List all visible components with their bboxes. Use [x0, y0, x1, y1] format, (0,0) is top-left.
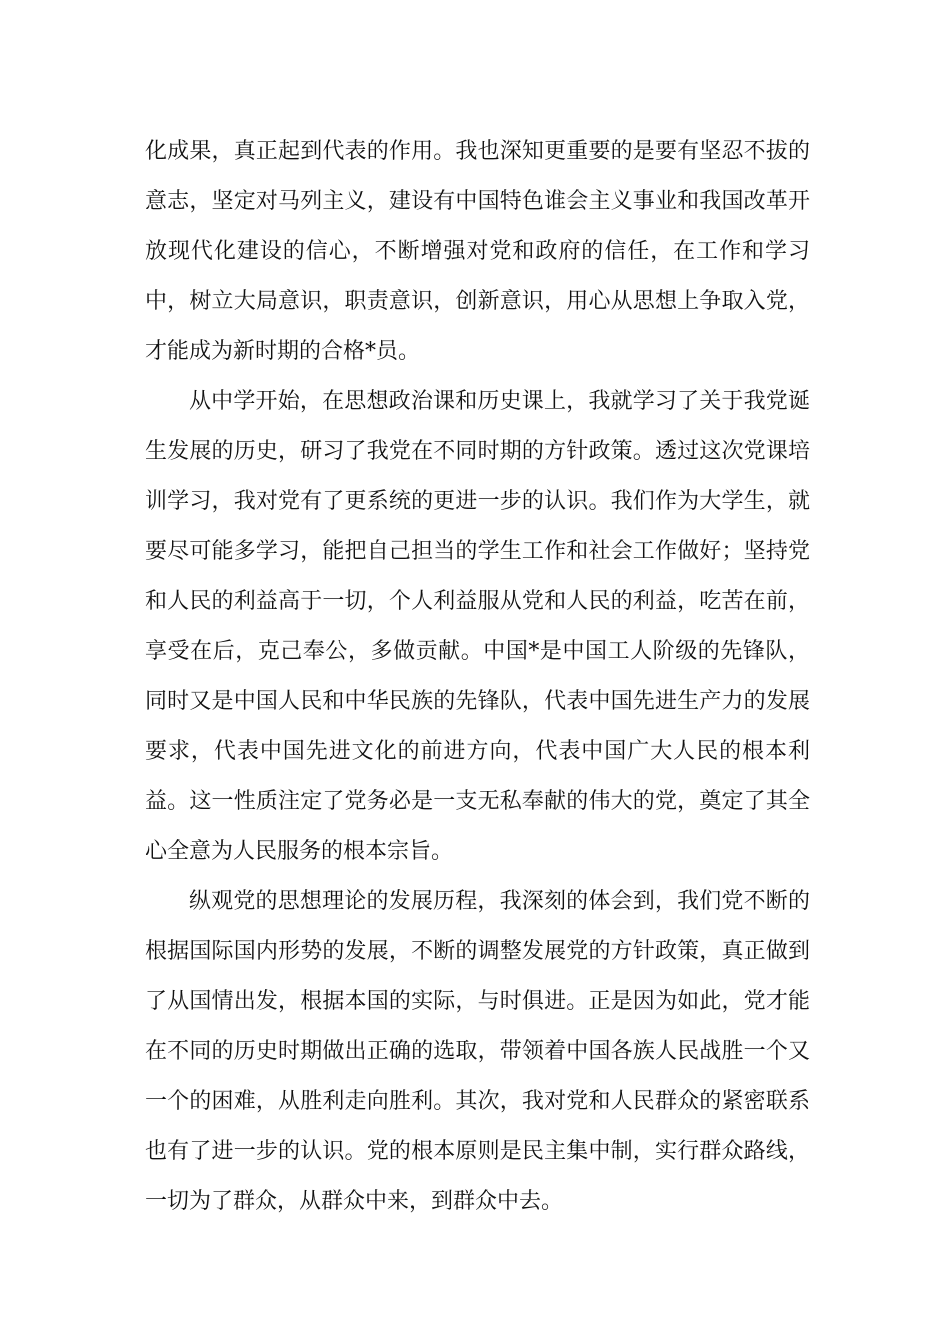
paragraph-1: 化成果，真正起到代表的作用。我也深知更重要的是要有坚忍不拔的意志，坚定对马列主义，建设有中国特色谁会主义事业和我国改革开放现代化建设的信心，不断增强对党和政府的信任，在工作和学习中，树立大局意识，职责意识，创新意识，用心从思想上争取入党，才能成为新时期的合格*员。 — [145, 139, 810, 364]
document-page — [145, 127, 810, 1227]
paragraph-3: 纵观党的思想理论的发展历程，我深刻的体会到，我们党不断的根据国际国内形势的发展，不断的调整发展党的方针政策，真正做到了从国情出发，根据本国的实际，与时俱进。正是因为如此，党才能在不同的历史时期做出正确的选取，带领着中国各族人民战胜一个又一个的困难，从胜利走向胜利。其次，我对党和人民群众的紧密联系也有了进一步的认识。党的根本原则是民主集中制，实行群众路线，一切为了群众，从群众中来，到群众中去。 — [145, 889, 810, 1214]
paragraph-2: 从中学开始，在思想政治课和历史课上，我就学习了关于我党诞生发展的历史，研习了我党在不同时期的方针政策。透过这次党课培训学习，我对党有了更系统的更进一步的认识。我们作为大学生，就要尽可能多学习，能把自己担当的学生工作和社会工作做好；坚持党和人民的利益高于一切，个人利益服从党和人民的利益，吃苦在前，享受在后，克己奉公，多做贡献。中国*是中国工人阶级的先锋队，同时又是中国人民和中华民族的先锋队，代表中国先进生产力的发展要求，代表中国先进文化的前进方向，代表中国广大人民的根本利益。这一性质注定了党务必是一支无私奉献的伟大的党，奠定了其全心全意为人民服务的根本宗旨。 — [145, 389, 810, 864]
